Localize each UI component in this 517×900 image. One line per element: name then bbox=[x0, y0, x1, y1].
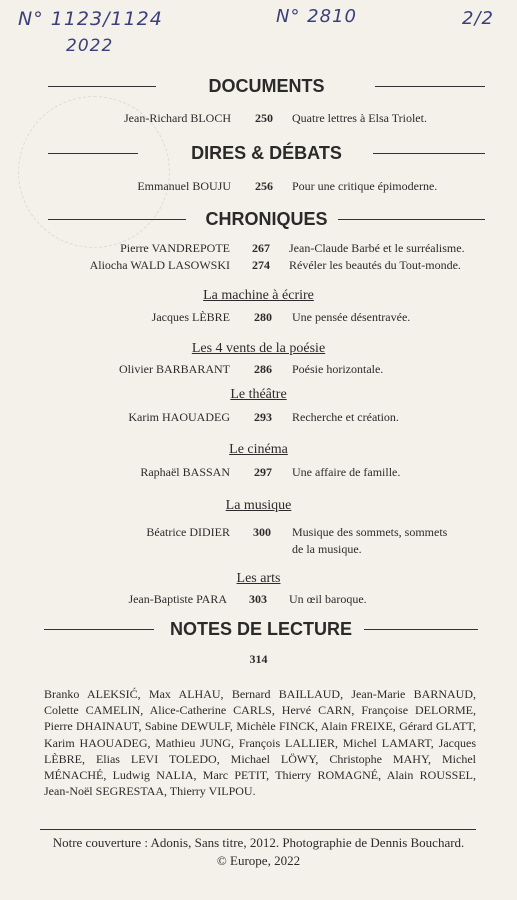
entry-author: Emmanuel BOUJU bbox=[137, 179, 231, 193]
cover-credit: Notre couverture : Adonis, Sans titre, 2012. Photographie de Dennis Bouchard. bbox=[52, 835, 465, 850]
subsection-machine-a-ecrire: La machine à écrire bbox=[203, 288, 314, 303]
entry-title: Musique des sommets, sommets bbox=[292, 525, 448, 539]
entry-title: Un œil baroque. bbox=[289, 592, 367, 606]
entry-title-continued: de la musique. bbox=[292, 542, 362, 556]
handwritten-issue-number: N° 1123/1124 bbox=[18, 8, 163, 30]
notes-page: 314 bbox=[249, 652, 268, 666]
entry-page: 280 bbox=[254, 310, 272, 324]
subsection-theatre: Le théâtre bbox=[230, 387, 287, 402]
entry-page: 300 bbox=[253, 525, 271, 539]
entry-title: Pour une critique épimoderne. bbox=[292, 179, 438, 193]
subsection-arts: Les arts bbox=[236, 571, 281, 586]
entry-title: Jean-Claude Barbé et le surréalisme. bbox=[289, 241, 465, 255]
handwritten-page: 2/2 bbox=[462, 8, 494, 29]
section-notes-de-lecture bbox=[44, 617, 478, 641]
entry-author: Olivier BARBARANT bbox=[119, 362, 230, 376]
entry-page: 297 bbox=[254, 465, 272, 479]
handwritten-reference: N° 2810 bbox=[276, 6, 357, 27]
entry-author: Aliocha WALD LASOWSKI bbox=[89, 258, 230, 272]
entry-page: 274 bbox=[252, 258, 270, 272]
entry-page: 267 bbox=[252, 241, 270, 255]
footer-rule bbox=[40, 829, 476, 830]
entry-author: Jacques LÈBRE bbox=[151, 310, 230, 324]
section-title: DOCUMENTS bbox=[208, 76, 325, 96]
entry-page: 250 bbox=[255, 111, 273, 125]
entry-page: 256 bbox=[255, 179, 273, 193]
section-title: NOTES DE LECTURE bbox=[169, 619, 352, 639]
entry-title: Recherche et création. bbox=[292, 410, 399, 424]
handwritten-year: 2022 bbox=[66, 36, 114, 56]
section-title: DIRES & DÉBATS bbox=[191, 143, 342, 163]
copyright: © Europe, 2022 bbox=[216, 853, 301, 868]
entry-title: Une pensée désentravée. bbox=[292, 310, 411, 324]
subsection-4-vents: Les 4 vents de la poésie bbox=[191, 341, 326, 356]
entry-title: Quatre lettres à Elsa Triolet. bbox=[292, 111, 427, 125]
entry-page: 293 bbox=[254, 410, 272, 424]
notes-page-number bbox=[0, 651, 517, 668]
section-title: CHRONIQUES bbox=[205, 209, 328, 229]
entry-author: Jean-Richard BLOCH bbox=[124, 111, 231, 125]
section-dires-debats bbox=[48, 141, 485, 165]
entry-author: Jean-Baptiste PARA bbox=[128, 592, 227, 606]
entry-title: Une affaire de famille. bbox=[292, 465, 401, 479]
notes-contributors: Branko ALEKSIĆ, Max ALHAU, Bernard BAILLAUD, Jean-Marie BARNAUD, Colette CAMELIN, Alice-Catherine CARLS, Hervé CARN, Françoise DELORME, Pierre DHAINAUT, Sabine DEWULF, Michèle FINCK, Alain FREIXE, Gérard GLATT, Karim HAOUADEG, Mathieu JUNG, François LALLIER, Michel LAMART, Jacques LÈBRE, Elias LEVI TOLEDO, Michael LÖWY, Christophe MAHY, Michel MÉNACHÉ, Ludwig NALIA, Marc PETIT, Thierry ROMAGNÉ, Alain ROUSSEL, Jean-Noël SEGRESTAA, Thierry VILPOU. bbox=[44, 687, 476, 799]
section-chroniques bbox=[48, 207, 485, 231]
entry-author: Karim HAOUADEG bbox=[128, 410, 230, 424]
subsection-cinema: Le cinéma bbox=[229, 442, 288, 457]
subsection-musique: La musique bbox=[225, 498, 292, 513]
entry-author: Béatrice DIDIER bbox=[146, 525, 230, 539]
entry-author: Pierre VANDREPOTE bbox=[120, 241, 230, 255]
entry-title: Poésie horizontale. bbox=[292, 362, 384, 376]
entry-page: 303 bbox=[249, 592, 267, 606]
entry-page: 286 bbox=[254, 362, 272, 376]
entry-title: Révéler les beautés du Tout-monde. bbox=[289, 258, 461, 272]
entry-author: Raphaël BASSAN bbox=[140, 465, 230, 479]
section-documents bbox=[48, 74, 485, 98]
